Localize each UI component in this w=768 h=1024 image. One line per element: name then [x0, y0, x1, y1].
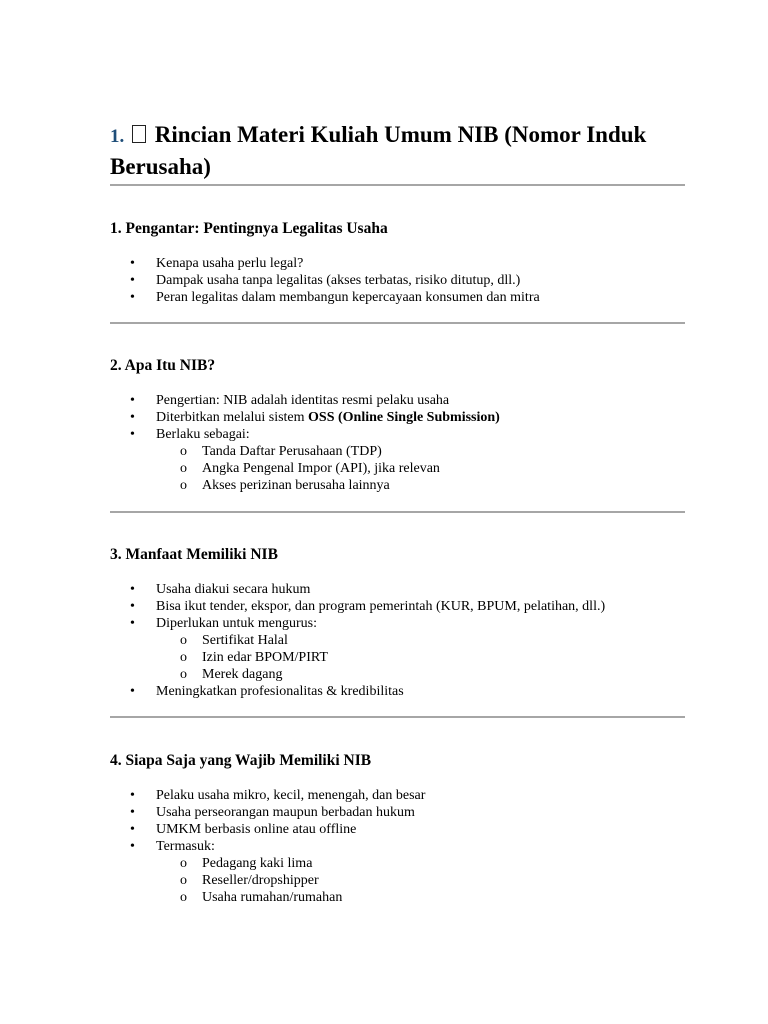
list-item: • Dampak usaha tanpa legalitas (akses terbatas, risiko ditutup, dll.)	[110, 272, 540, 289]
list-item: • Bisa ikut tender, ekspor, dan program pemerintah (KUR, BPUM, pelatihan, dll.)	[110, 598, 605, 615]
list-item: • Usaha diakui secara hukum	[110, 581, 605, 598]
sub-list-item: o Angka Pengenal Impor (API), jika relevan	[156, 460, 500, 477]
sub-list	[156, 855, 425, 906]
list-item	[110, 426, 500, 494]
list-item	[110, 838, 425, 906]
section-list	[110, 581, 605, 700]
list-item-text: Berlaku sebagai:	[156, 427, 250, 442]
section-heading: 2. Apa Itu NIB?	[110, 357, 216, 374]
sub-list-item: o Usaha rumahan/rumahan	[156, 889, 425, 906]
sub-list-item: o Tanda Daftar Perusahaan (TDP)	[156, 443, 500, 460]
section-list	[110, 255, 540, 306]
sub-list-item: o Sertifikat Halal	[156, 632, 605, 649]
list-item: • UMKM berbasis online atau offline	[110, 821, 425, 838]
list-item: • Meningkatkan profesionalitas & kredibilitas	[110, 683, 605, 700]
sub-list-item: o Akses perizinan berusaha lainnya	[156, 477, 500, 494]
sub-list-item: o Reseller/dropshipper	[156, 872, 425, 889]
horizontal-rule	[110, 322, 685, 324]
sub-list	[156, 632, 605, 683]
list-item-text: Termasuk:	[156, 839, 215, 854]
section-heading: 1. Pengantar: Pentingnya Legalitas Usaha	[110, 220, 388, 237]
section-list	[110, 392, 500, 494]
section-list	[110, 787, 425, 906]
list-item: • Kenapa usaha perlu legal?	[110, 255, 540, 272]
horizontal-rule	[110, 184, 685, 186]
horizontal-rule	[110, 716, 685, 718]
list-item	[110, 409, 500, 426]
list-item-bold-text: OSS (Online Single Submission)	[308, 410, 500, 425]
list-item-text: Diterbitkan melalui sistem	[156, 410, 309, 425]
sub-list-item: o Merek dagang	[156, 666, 605, 683]
sub-list	[156, 443, 500, 494]
list-item	[110, 615, 605, 683]
list-item-text: Diperlukan untuk mengurus:	[156, 616, 317, 631]
sub-list-item: o Izin edar BPOM/PIRT	[156, 649, 605, 666]
title-number: 1.	[110, 126, 125, 147]
list-item: • Pelaku usaha mikro, kecil, menengah, dan besar	[110, 787, 425, 804]
page-title	[110, 120, 690, 182]
list-item: • Usaha perseorangan maupun berbadan hukum	[110, 804, 425, 821]
section-heading: 3. Manfaat Memiliki NIB	[110, 546, 278, 563]
title-text: Rincian Materi Kuliah Umum NIB (Nomor Induk Berusaha)	[110, 122, 647, 179]
sub-list-item: o Pedagang kaki lima	[156, 855, 425, 872]
horizontal-rule	[110, 511, 685, 513]
missing-glyph-icon	[132, 125, 146, 143]
list-item: • Pengertian: NIB adalah identitas resmi pelaku usaha	[110, 392, 500, 409]
section-heading: 4. Siapa Saja yang Wajib Memiliki NIB	[110, 752, 372, 769]
list-item: • Peran legalitas dalam membangun kepercayaan konsumen dan mitra	[110, 289, 540, 306]
